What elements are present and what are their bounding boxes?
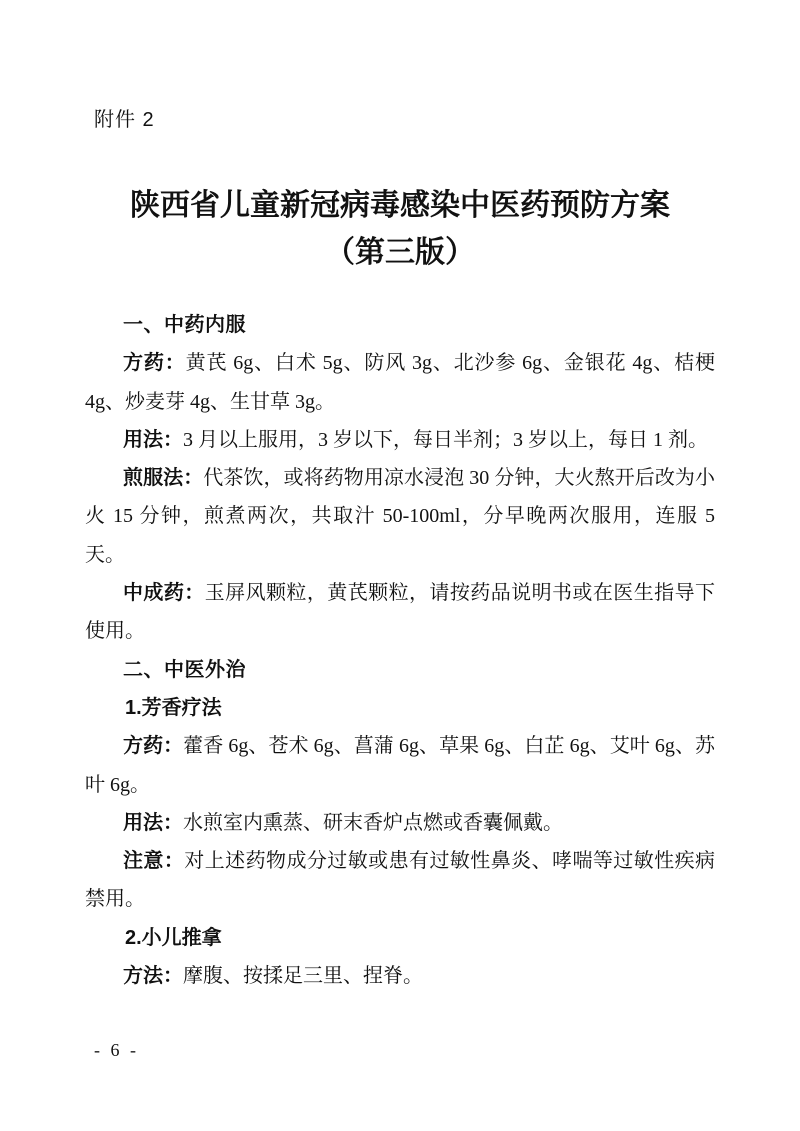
paragraph-fangfa [85, 957, 715, 995]
paragraph-text: 黄芪 6g、白术 5g、防风 3g、北沙参 6g、金银花 4g、桔梗 4g、炒麦芽 4g、生甘草 3g。 [85, 352, 716, 413]
paragraph-text: 摩腹、按揉足三里、捏脊。 [183, 965, 423, 988]
paragraph-zhongchengyao [85, 574, 715, 651]
paragraph-label: 方药： [123, 352, 186, 375]
paragraph-label: 用法： [123, 428, 183, 451]
paragraph-yongfa-2 [85, 804, 715, 842]
paragraph-yongfa-1 [85, 421, 715, 459]
paragraph-fangyao-2 [85, 727, 715, 804]
paragraph-jianfufa [85, 459, 715, 574]
paragraph-zhuyi [85, 842, 715, 919]
paragraph-text: 水煎室内熏蒸、研末香炉点燃或香囊佩戴。 [183, 811, 563, 834]
paragraph-fangyao-1 [85, 344, 715, 421]
document-title [0, 182, 800, 276]
paragraph-text: 藿香 6g、苍术 6g、菖蒲 6g、草果 6g、白芷 6g、艾叶 6g、苏叶 6g。 [85, 735, 716, 796]
page-number: - 6 - [94, 1040, 139, 1060]
paragraph-label: 煎服法： [123, 467, 204, 490]
paragraph-label: 方法： [123, 965, 183, 988]
paragraph-label: 中成药： [123, 582, 205, 605]
paragraph-text: 玉屏风颗粒，黄芪颗粒，请按药品说明书或在医生指导下使用。 [85, 582, 716, 643]
sub-heading-2: 2.小儿推拿 [125, 926, 222, 949]
paragraph-label: 注意： [123, 850, 185, 873]
paragraph-label: 用法： [123, 811, 183, 834]
paragraph-text: 代茶饮，或将药物用凉水浸泡 30 分钟，大火熬开后改为小火 15 分钟，煎煮两次，共取汁 50-100ml，分早晚两次服用，连服 5 天。 [85, 467, 716, 566]
sub-heading-1: 1.芳香疗法 [125, 696, 222, 719]
paragraph-text: 3 月以上服用，3 岁以下，每日半剂；3 岁以上，每日 1 剂。 [183, 428, 708, 451]
document-body [85, 306, 715, 995]
section-heading-2: 二、中医外治 [123, 658, 246, 681]
attachment-label: 附件 2 [94, 109, 155, 131]
paragraph-label: 方药： [123, 735, 184, 758]
section-heading-1: 一、中药内服 [123, 314, 246, 336]
paragraph-text: 对上述药物成分过敏或患有过敏性鼻炎、哮喘等过敏性疾病禁用。 [85, 850, 716, 911]
document-title-line-2: （第三版） [325, 236, 475, 269]
document-title-line-1: 陕西省儿童新冠病毒感染中医药预防方案 [130, 189, 670, 222]
